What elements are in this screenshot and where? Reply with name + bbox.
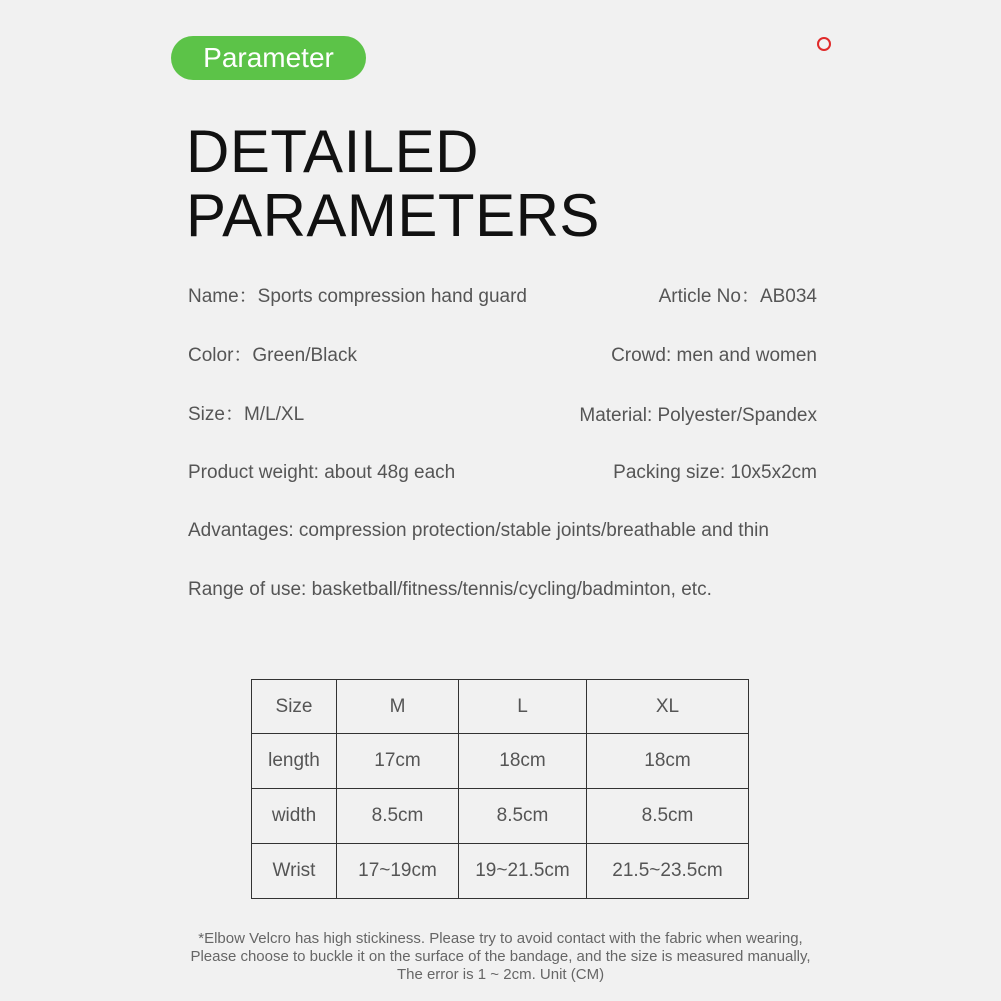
param-range: Range of use: basketball/fitness/tennis/cycling/badminton, etc. — [188, 579, 712, 600]
table-cell: M — [337, 680, 459, 734]
size-table — [251, 679, 749, 899]
footnote-line-3: The error is 1 ~ 2cm. Unit (CM) — [396, 966, 605, 983]
param-advantages: Advantages: compression protection/stable joints/breathable and thin — [188, 520, 769, 541]
param-size: Size：M/L/XL — [188, 404, 305, 425]
table-row — [252, 789, 749, 844]
table-cell: 17cm — [337, 734, 459, 789]
table-cell: Size — [252, 680, 337, 734]
table-cell: L — [459, 680, 587, 734]
size-table-header-row — [252, 680, 749, 734]
parameter-tag: Parameter — [171, 36, 366, 80]
table-cell: 8.5cm — [587, 789, 749, 844]
footnote — [0, 930, 1001, 984]
table-cell: length — [252, 734, 337, 789]
param-material: Material: Polyester/Spandex — [579, 405, 817, 426]
table-cell: 18cm — [587, 734, 749, 789]
circle-marker-icon — [817, 37, 831, 51]
page-title — [186, 120, 600, 248]
param-weight: Product weight: about 48g each — [188, 462, 456, 483]
param-article-no: Article No：AB034 — [658, 286, 817, 307]
param-name: Name：Sports compression hand guard — [188, 286, 528, 307]
table-cell: Wrist — [252, 844, 337, 899]
footnote-line-1: *Elbow Velcro has high stickiness. Please try to avoid contact with the fabric when wearing, — [198, 930, 803, 947]
table-row — [252, 844, 749, 899]
table-cell: XL — [587, 680, 749, 734]
table-cell: 19~21.5cm — [459, 844, 587, 899]
title-line-2: PARAMETERS — [186, 182, 600, 249]
param-packing: Packing size: 10x5x2cm — [613, 462, 817, 483]
table-cell: 8.5cm — [337, 789, 459, 844]
table-row — [252, 734, 749, 789]
param-crowd: Crowd: men and women — [611, 345, 817, 366]
table-cell: 17~19cm — [337, 844, 459, 899]
table-cell: 21.5~23.5cm — [587, 844, 749, 899]
table-cell: width — [252, 789, 337, 844]
footnote-line-2: Please choose to buckle it on the surface of the bandage, and the size is measured manually, — [190, 948, 811, 965]
title-line-1: DETAILED — [186, 118, 479, 185]
table-cell: 8.5cm — [459, 789, 587, 844]
param-color: Color：Green/Black — [188, 345, 357, 366]
table-cell: 18cm — [459, 734, 587, 789]
